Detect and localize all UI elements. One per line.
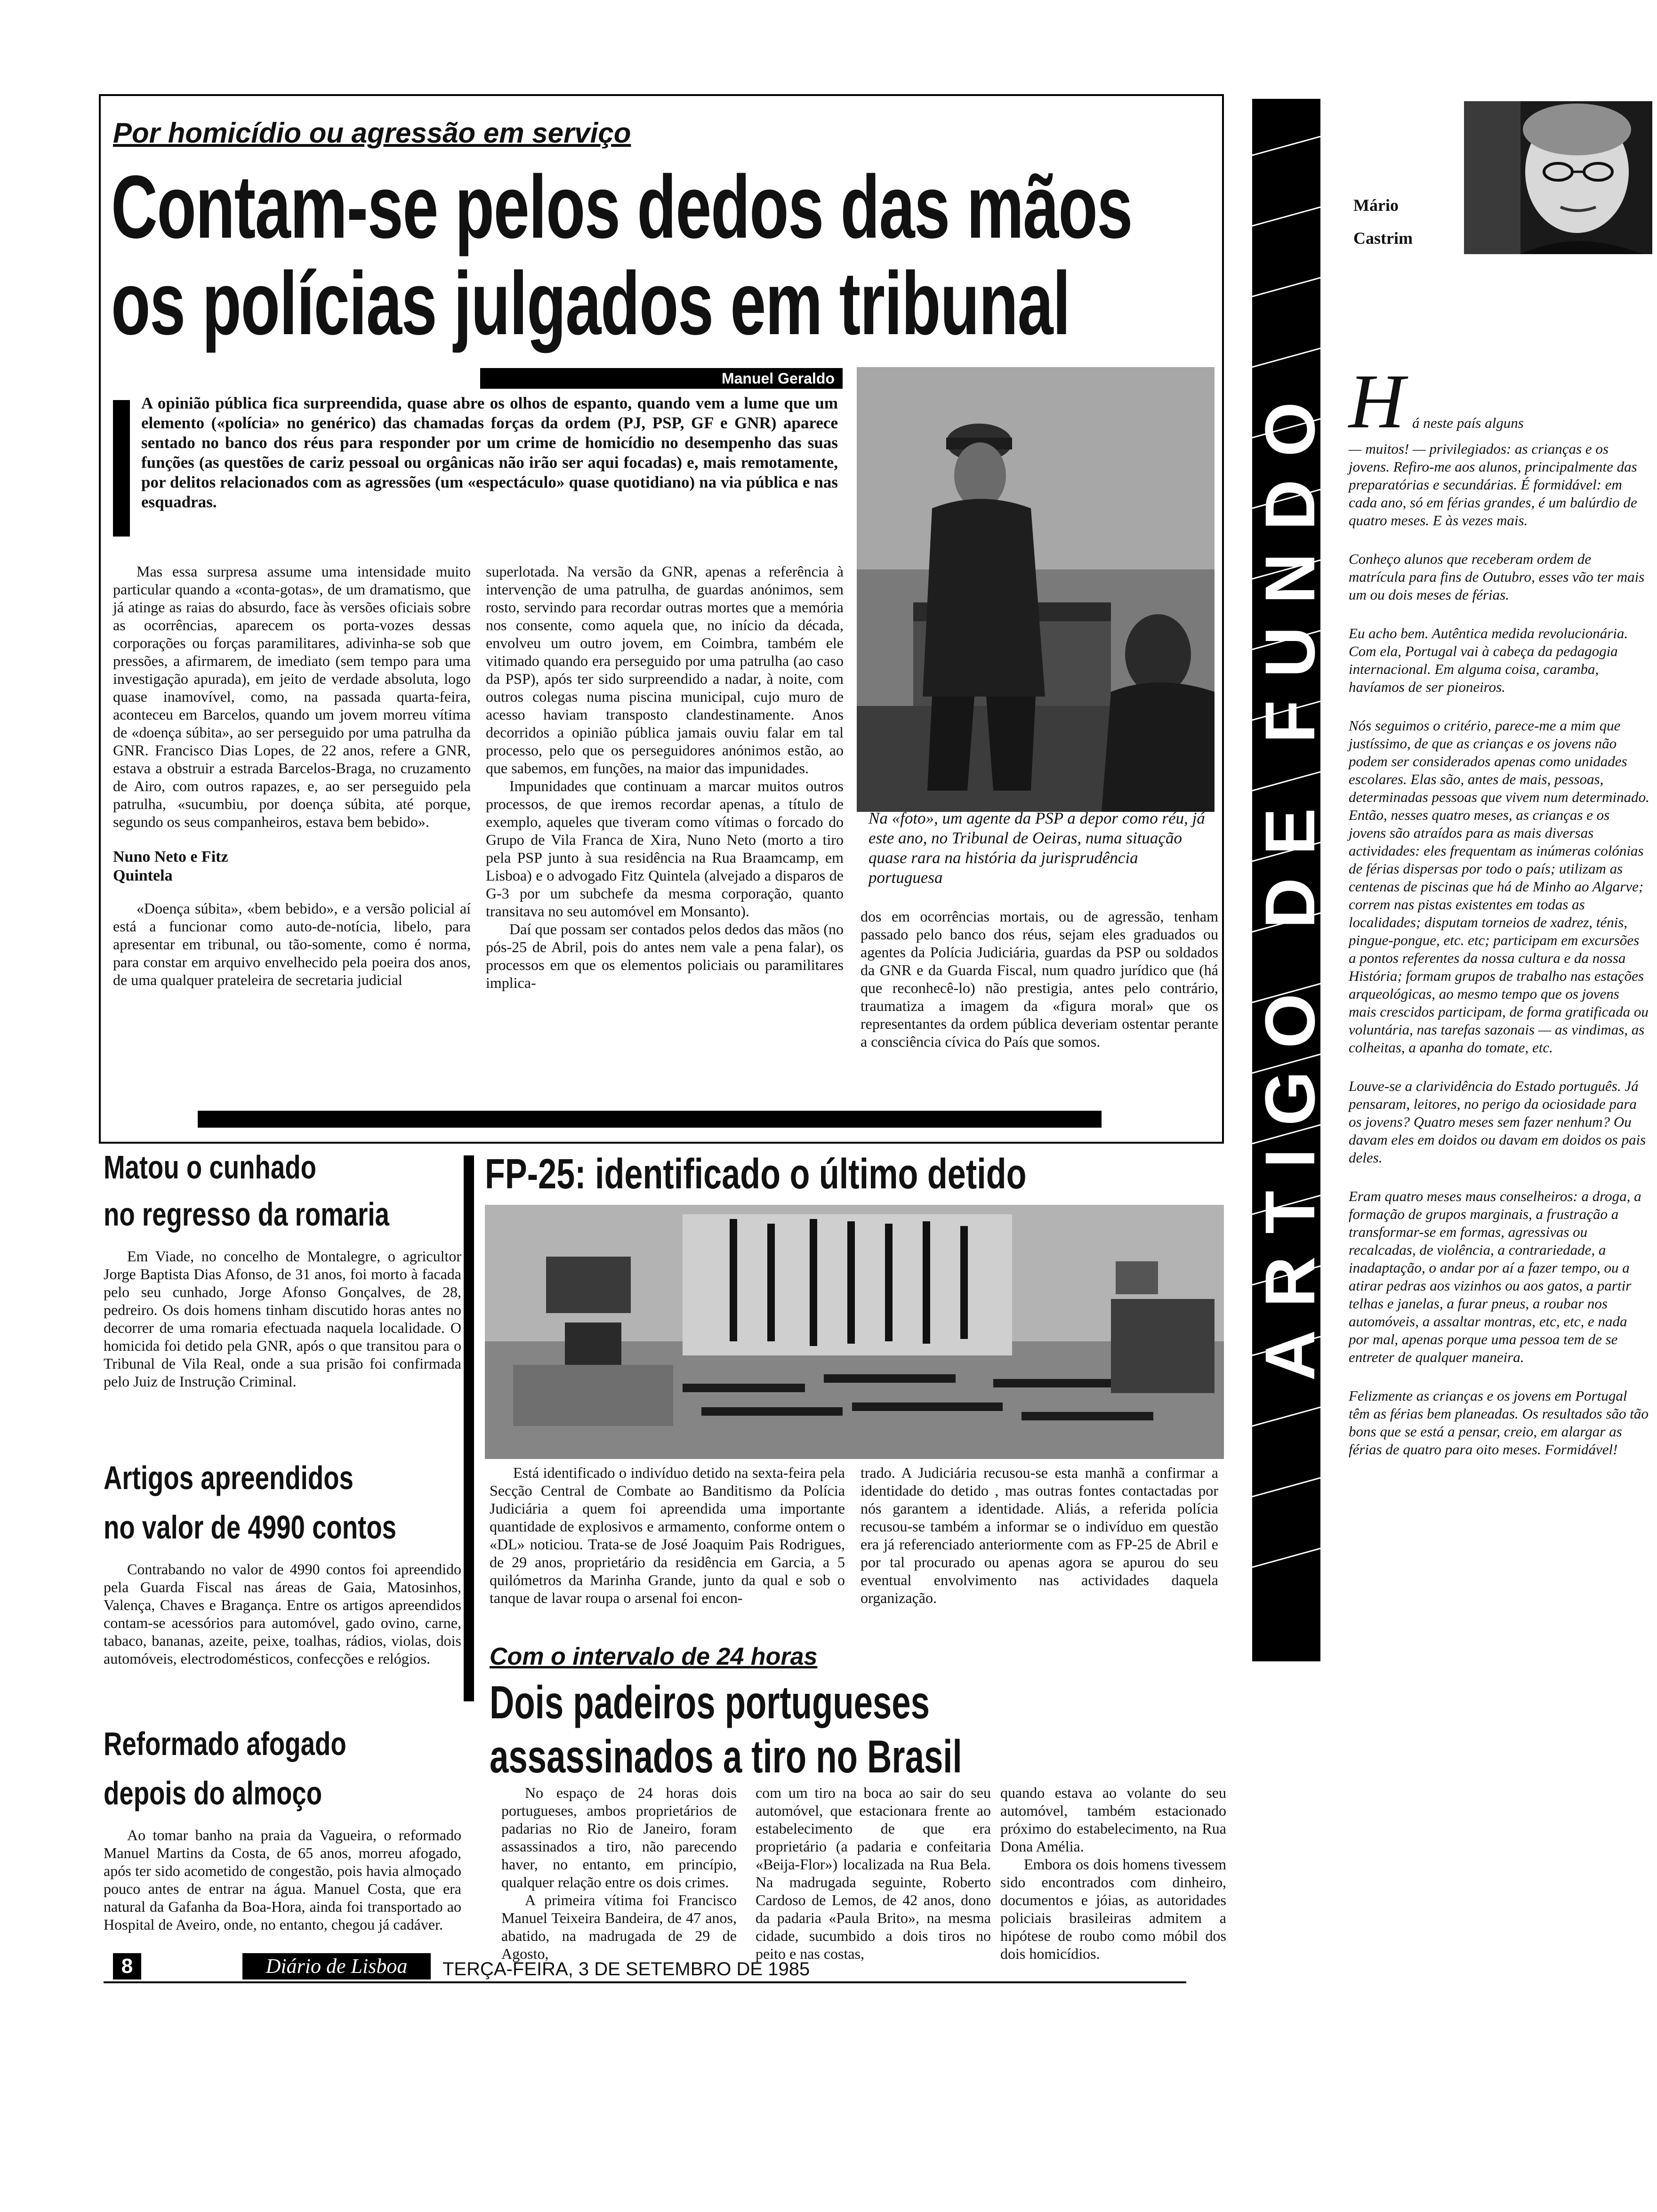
- main-column-2: [486, 562, 844, 992]
- brief3-headline-line1: Reformado afogado: [104, 1725, 346, 1762]
- brasil-col2-paragraph: com um tiro na boca ao sair do seu automóvel, que estacionara frente ao estabelecimento de que era proprietário (a padaria e confeitaria «Beija-Flor») localizada na Rua Bela. Na madrugada seguinte, Roberto Cardoso de Lemos, de 42 anos, dono da padaria «Paula Brito», na mesma cidade, sucumbido a dois tiros no peito e nas costas,: [756, 1784, 991, 1962]
- lead-paragraph: A opinião pública fica surpreendida, quase abre os olhos de espanto, quando vem a lume que um elemento («polícia» no genérico) das chamadas forças da ordem (PJ, PSP, GF e GNR) aparece sentado no banco dos réus para responder por um crime de homicídio no desempenho das suas funções (as questões de cariz pessoal ou orgânicas não irão ser aqui focadas) e, mais remotamente, por delitos relacionados com as agressões (um «espectáculo» quase quotidiano) na via pública e nas esquadras.: [141, 394, 838, 511]
- weapons-photo-illustration: [485, 1205, 1224, 1459]
- brasil-column-1: [501, 1784, 737, 1963]
- main-col2-paragraph-2: Impunidades que continuam a marcar muitos outros processos, de que iremos recordar apenas, a título de exemplo, aqueles que tiveram como vítimas o forcado do Grupo de Vila Franca de Xira, Nuno Neto (morto a tiro pela PSP junto à sua residência na Rua Braamcamp, em Lisboa) e o advogado Fitz Quintela (alvejado a disparos de G-3 por um subchefe da mesma corporação, quanto transitava no seu automóvel em Monsanto).: [486, 777, 844, 920]
- fp25-text-col1: Está identificado o indivíduo detido na sexta-feira pela Secção Central de Combate ao Banditismo da Polícia Judiciária a quem foi apreendida uma importante quantidade de explosivos e armamento, conforme ontem o «DL» noticiou. Trata-se de José Joaquim Pais Rodrigues, de 29 anos, proprietário da residência em Garcia, a 5 quilómetros da Marinha Grande, junto da qual e sob o tanque de lavar roupa o arsenal foi encon-: [490, 1464, 845, 1606]
- brief2-body: [104, 1560, 461, 1667]
- brief3-body: [104, 1826, 461, 1933]
- main-col3-paragraph-1: dos em ocorrências mortais, ou de agressão, tenham passado pelo banco dos réus, sejam eles graduados ou agentes da Polícia Judiciária, guardas da PSP ou soldados da GNR e da Guarda Fiscal, num quadro jurídico que (há que reconhecê-lo) não prestigia, antes pelo contrário, traumatiza a imagem da «figura moral» que os representantes da ordem pública deveriam ostentar perante a consciência cívica do País que somos.: [861, 908, 1218, 1050]
- brief1-headline-line1: Matou o cunhado: [104, 1149, 316, 1186]
- banner-label: ARTIGO DE FUNDO: [1250, 379, 1329, 1381]
- brief2-headline-line2: no valor de 4990 contos: [104, 1509, 397, 1546]
- main-headline-line2: os polícias julgados em tribunal: [111, 254, 1070, 353]
- court-photo: [857, 367, 1215, 812]
- artigo-de-fundo-banner: [1250, 99, 1329, 1661]
- author-photo: [1464, 101, 1652, 254]
- byline: Manuel Geraldo: [721, 370, 835, 387]
- main-column-1: [113, 562, 471, 989]
- fp25-text-col2: trado. A Judiciária recusou-se esta manhã a confirmar a identidade do detido , mas outras fontes contactadas por nós garantem a identidade. Aliás, a referida polícia recusou-se também a informar se o indivíduo em questão era já referenciado anteriormente com as FP-25 de Abril e por tal procurado ou apenas agora se apurou do seu eventual envolvimento nas actividades daquela organização.: [861, 1464, 1218, 1606]
- fp25-column-2: [861, 1464, 1218, 1607]
- main-col1-subhead: Nuno Neto e Fitz Quintela: [113, 848, 228, 884]
- brief3-text: Ao tomar banho na praia da Vagueira, o reformado Manuel Martins da Costa, de 65 anos, morreu afogado, após ter sido acometido de congestão, pois havia almoçado pouco antes de entrar na água. Manuel Costa, que era natural da Gafanha da Boa-Hora, ainda foi transportado ao Hospital de Aveiro, onde, no entanto, chegou já cadáver.: [104, 1827, 461, 1933]
- brief3-headline-line2: depois do almoço: [104, 1775, 322, 1811]
- author-first-name: Mário: [1353, 196, 1399, 215]
- brasil-kicker: Com o intervalo de 24 horas: [490, 1643, 818, 1670]
- opinion-first-line: á neste país alguns: [1412, 415, 1524, 431]
- opinion-paragraph-3: Eu acho bem. Autêntica medida revolucionária. Com ela, Portugal vai à cabeça da pedagogia internacional. Em alguma coisa, caramba, havíamos de ser pioneiros.: [1349, 625, 1628, 695]
- main-col2-paragraph-3: Daí que possam ser contados pelos dedos das mãos (no pós-25 de Abril, pois do antes nem vale a pena falar), os processos em que os elementos policiais ou paramilitares implica-: [486, 921, 844, 991]
- main-headline-line1: Contam-se pelos dedos das mãos: [111, 157, 1132, 257]
- issue-date: TERÇA-FEIRA, 3 DE SETEMBRO DE 1985: [442, 1959, 810, 1980]
- brasil-column-2: [756, 1784, 991, 1963]
- masthead: Diário de Lisboa: [242, 1953, 431, 1980]
- opinion-paragraph-2: Conheço alunos que receberam ordem de matrícula para fins de Outubro, esses vão ter mais um ou dois meses de férias.: [1349, 551, 1645, 603]
- brasil-column-3: [1000, 1784, 1226, 1963]
- main-column-3: [861, 907, 1218, 1050]
- brief1-body: [104, 1247, 461, 1390]
- drop-cap-bar: [113, 400, 130, 537]
- opinion-paragraph-5: Louve-se a clarividência do Estado português. Já pensaram, leitores, no perigo da ociosidade para os jovens? Quatro meses sem fazer nenhum? Ou davam eles em doidos ou davam em doidos os pais deles.: [1349, 1078, 1646, 1166]
- author-portrait: [1464, 101, 1652, 254]
- brief1-text: Em Viade, no concelho de Montalegre, o agricultor Jorge Baptista Dias Afonso, de 31 anos, foi morto à facada pelo seu cunhado, Jorge Afonso Gonçalves, de 28, pedreiro. Os dois homens tinham discutido horas antes no decorrer de uma romaria efectuada naquela localidade. O homicida foi detido pela GNR, após o que transitou para o Tribunal de Vila Real, onde a sua prisão foi confirmada pelo Juiz de Instrução Criminal.: [104, 1248, 461, 1390]
- brasil-col3-paragraph-1: quando estava ao volante do seu automóvel, também estacionado próximo do estabelecimento, na Rua Dona Amélia.: [1000, 1784, 1226, 1855]
- opinion-paragraph-1: — muitos! — privilegiados: as crianças e os jovens. Refiro-me aos alunos, principalmente das preparatórias e secundárias. É formidável: em cada ano, só em férias grandes, é um balúrdio de quatro meses. E às vezes mais.: [1349, 441, 1637, 529]
- brief2-headline-line1: Artigos apreendidos: [104, 1459, 354, 1496]
- fp25-column-1: [490, 1464, 845, 1607]
- brief1-headline-line2: no regresso da romaria: [104, 1196, 389, 1233]
- footer-rule: [104, 1981, 1186, 1983]
- main-col2-paragraph-1: superlotada. Na versão da GNR, apenas a referência à intervenção de uma patrulha, de guardas anónimos, sem rosto, servindo para recordar outras mortes que a memória nos consente, como aquela que, no início da década, envolveu um outro jovem, em Coimbra, também ele vitimado quando era perseguido por uma patrulha (ao caso da PSP), após ter sido surpreendido a nadar, à noite, com outros colegas numa piscina municipal, cujo muro de acesso haviam transposto clandestinamente. Anos decorridos a opinião pública jamais ouviu falar em tal processo, pelo que os perseguidores anónimos estão, ao que sabemos, em funções, na maior das impunidades.: [486, 563, 844, 777]
- fp25-headline: FP-25: identificado o último detido: [485, 1151, 1027, 1198]
- brasil-col3-paragraph-2: Embora os dois homens tivessem sido encontrados com dinheiro, documentos e jóias, as autoridades policiais brasileiras admitem a hipótese de roubo como móbil dos dois homicídios.: [1000, 1856, 1226, 1962]
- opinion-paragraph-7: Felizmente as crianças e os jovens em Portugal têm as férias bem planeadas. Os resultados são tão bons que se está a pensar, creio, em alargar as férias de quatro para oito meses. Formidável!: [1349, 1387, 1649, 1458]
- author-last-name: Castrim: [1353, 229, 1413, 248]
- opinion-column: [1349, 440, 1650, 1479]
- court-photo-illustration: [857, 367, 1215, 812]
- page-number: 8: [113, 1953, 141, 1980]
- main-col1-paragraph-2: «Doença súbita», «bem bebido», e a versão policial aí está a funcionar como auto-de-notícia, libelo, para apresentar em tribunal, ou tão-somente, como é norma, para constar em arquivo envelhecido pela poeira dos anos, de uma qualquer prateleira de secretaria judicial: [113, 900, 471, 988]
- brasil-headline-line2: assassinados a tiro no Brasil: [490, 1731, 962, 1782]
- opinion-paragraph-4: Nós seguimos o critério, parece-me a mim que justíssimo, de que as crianças e os jovens não podem ser considerados apenas como unidades escolares. Elas são, antes de mais, pessoas, determinadas pessoas que vivem num determinado. Então, nesses quatro meses, as crianças e os jovens são atraídos para as mais diversas actividades: eles frequentam as inúmeras colónias de férias dispersas por todo o país; utilizam as centenas de piscinas que há de Minho ao Algarve; correm nas pistas existentes em todas as localidades; disputam torneios de xadrez, ténis, pingue-pongue, etc. etc; participam em excursões a pontos referentes da nossa cultura e da nossa História; formam grupos de trabalho nas estações arqueológicas, ao mesmo tempo que os jovens mais crescidos participam, de forma gratificada ou voluntária, nas tarefas sazonais — as vindimas, as colheitas, a apanha do tomate, etc.: [1349, 717, 1649, 1056]
- main-kicker: Por homicídio ou agressão em serviço: [113, 117, 631, 149]
- fp25-left-bar: [464, 1155, 474, 1701]
- brief2-text: Contrabando no valor de 4990 contos foi apreendido pela Guarda Fiscal nas áreas de Gaia, Matosinhos, Valença, Chaves e Bragança. Entre os artigos apreendidos contam-se acessórios para automóvel, gado ovino, carne, tabaco, bananas, azeite, peixe, toalhas, rádios, violas, dois automóveis, electrodomésticos, confecções e relógios.: [104, 1561, 461, 1667]
- brasil-headline-line1: Dois padeiros portugueses: [490, 1676, 930, 1728]
- opinion-drop-cap: H: [1349, 358, 1405, 444]
- brasil-col1-paragraph-1: No espaço de 24 horas dois portugueses, ambos proprietários de padarias no Rio de Janeiro, foram assassinados a tiro, não parecendo haver, no entanto, em princípio, qualquer relação entre os dois crimes.: [501, 1784, 737, 1891]
- main-col1-paragraph-1: Mas essa surpresa assume uma intensidade muito particular quando a «conta-gotas», de um dramatismo, que já atinge as raias do absurdo, face às versões oficiais sobre as ocorrências, aparecem os porta-vozes dessas corporações ou forças paramilitares, adivinha-se sob que pressões, a afirmarem, de imediato (sem tempo para uma investigação apurada), em jeito de verdade absoluta, logo quase inamovível, como, na passada quarta-feira, aconteceu em Barcelos, quando um jovem morreu vítima de «doença súbita», ao ser perseguido por uma patrulha da GNR. Francisco Dias Lopes, de 22 anos, refere a GNR, estava a obstruir a estrada Barcelos-Braga, no cruzamento de Airo, com outros rapazes, e, ao ser perseguido pela patrulha, «sucumbiu, por doença súbita, até porque, segundo os seus companheiros, estava bem bebido».: [113, 563, 471, 830]
- weapons-photo: [485, 1205, 1224, 1459]
- opinion-paragraph-6: Eram quatro meses maus conselheiros: a droga, a formação de grupos marginais, a frustração a transformar-se em formas, agressivas ou recalcadas, de violência, a contrariedade, a inadaptação, o andar por aí a fazer tempo, ou a atirar pedras aos vizinhos ou aos gatos, a partir telhas e janelas, a furar pneus, a roubar nos automóveis, a assaltar montras, etc, etc, e nada por mal, apenas porque uma pessoa tem de se entreter de qualquer maneira.: [1349, 1188, 1641, 1365]
- court-photo-caption: Na «foto», um agente da PSP a depor como réu, já este ano, no Tribunal de Oeiras, numa situação quase rara na história da jurisprudência portuguesa: [869, 809, 1205, 887]
- brasil-col1-paragraph-2: A primeira vítima foi Francisco Manuel Teixeira Bandeira, de 47 anos, abatido, na madrugada de 29 de Agosto,: [501, 1891, 737, 1962]
- main-article-bottom-bar: [198, 1111, 1102, 1128]
